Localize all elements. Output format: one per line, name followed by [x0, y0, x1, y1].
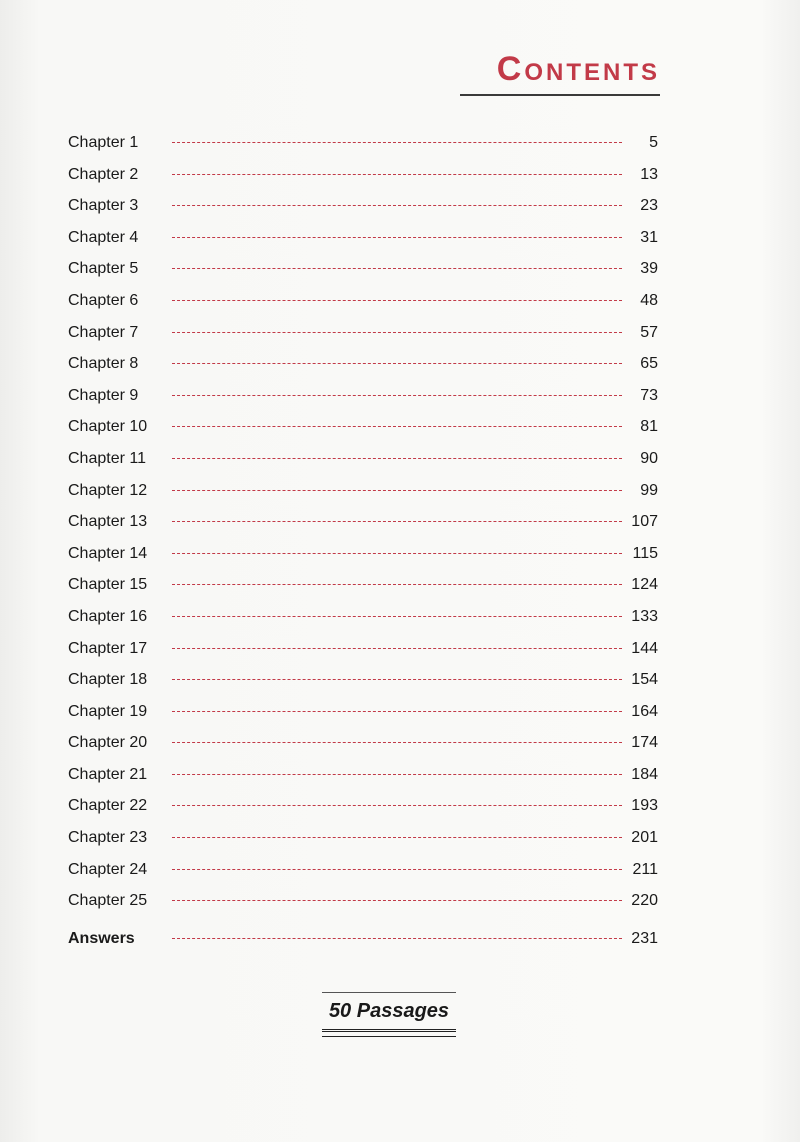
toc-entry-page: 81: [640, 418, 658, 436]
toc-entry-label: Chapter 14: [68, 544, 148, 562]
toc-entry-page: 23: [640, 197, 658, 215]
dotted-leader: [172, 395, 622, 396]
dotted-leader: [172, 837, 622, 838]
toc-entry-page: 164: [631, 702, 658, 720]
toc-entry-page: 144: [631, 639, 658, 657]
dotted-leader: [172, 742, 622, 743]
toc-entry-page: 201: [631, 829, 658, 847]
toc-entry-page: 124: [631, 576, 658, 594]
toc-entry-page: 65: [640, 355, 658, 373]
toc-entry-label: Chapter 12: [68, 481, 148, 499]
toc-entry-page: 57: [640, 323, 658, 341]
toc-entry-page: 193: [631, 797, 658, 815]
dotted-leader: [172, 805, 622, 806]
toc-entry-label: Chapter 18: [68, 671, 148, 689]
dotted-leader: [172, 774, 622, 775]
toc-entry[interactable]: [68, 229, 658, 261]
toc-entry[interactable]: [68, 482, 658, 514]
toc-entry[interactable]: [68, 134, 658, 166]
dotted-leader: [172, 205, 622, 206]
toc-entry-page: 31: [640, 228, 658, 246]
toc-entry-page: 73: [640, 386, 658, 404]
toc-entry-label: Chapter 25: [68, 892, 148, 910]
toc-entry[interactable]: [68, 166, 658, 198]
toc-entry-page: 48: [640, 291, 658, 309]
toc-entry-page: 107: [631, 513, 658, 531]
toc-entry-label: Chapter 9: [68, 386, 139, 404]
dotted-leader: [172, 679, 622, 680]
dotted-leader: [172, 426, 622, 427]
toc-entry-label: Chapter 2: [68, 165, 139, 183]
toc-entry[interactable]: [68, 355, 658, 387]
dotted-leader: [172, 332, 622, 333]
toc-entry-label: Chapter 13: [68, 513, 148, 531]
dotted-leader: [172, 174, 622, 175]
toc-entry-label: Chapter 17: [68, 639, 148, 657]
table-of-contents: [68, 134, 658, 961]
toc-entry-label: Chapter 16: [68, 607, 148, 625]
toc-entry[interactable]: [68, 387, 658, 419]
toc-entry-page: 115: [632, 544, 658, 562]
dotted-leader: [172, 711, 622, 712]
dotted-leader: [172, 616, 622, 617]
toc-entry[interactable]: [68, 450, 658, 482]
toc-entry[interactable]: [68, 892, 658, 924]
toc-entry-label: Chapter 11: [68, 449, 146, 467]
toc-entry[interactable]: [68, 324, 658, 356]
toc-entry[interactable]: [68, 640, 658, 672]
dotted-leader: [172, 458, 622, 459]
title-block: [497, 52, 660, 86]
toc-entry[interactable]: [68, 703, 658, 735]
footer-block: [322, 992, 456, 1037]
toc-entry[interactable]: [68, 576, 658, 608]
dotted-leader: [172, 142, 622, 143]
toc-entry-page: 174: [631, 734, 658, 752]
dotted-leader: [172, 584, 622, 585]
toc-entry-label: Chapter 19: [68, 702, 148, 720]
footer-title: 50 Passages: [328, 1000, 450, 1022]
toc-entry-page: 184: [631, 765, 658, 783]
toc-entry-label: Chapter 5: [68, 260, 139, 278]
toc-entry-label: Answers: [68, 929, 135, 947]
toc-entry[interactable]: [68, 608, 658, 640]
toc-entry[interactable]: [68, 797, 658, 829]
dotted-leader: [172, 237, 622, 238]
toc-entry-page: 99: [640, 481, 658, 499]
toc-entry-label: Chapter 8: [68, 355, 139, 373]
toc-entry-label: Chapter 24: [68, 860, 148, 878]
toc-entry-page: 13: [640, 165, 658, 183]
toc-entry-label: Chapter 10: [68, 418, 148, 436]
toc-entry[interactable]: [68, 418, 658, 450]
dotted-leader: [172, 363, 622, 364]
toc-entry[interactable]: [68, 766, 658, 798]
toc-entry[interactable]: [68, 292, 658, 324]
toc-entry-label: Chapter 7: [68, 323, 139, 341]
toc-entry[interactable]: [68, 829, 658, 861]
toc-entry-answers[interactable]: [68, 930, 658, 962]
dotted-leader: [172, 938, 622, 939]
title-underline: [460, 94, 660, 96]
toc-entry[interactable]: [68, 545, 658, 577]
toc-entry-label: Chapter 20: [68, 734, 148, 752]
toc-entry-label: Chapter 6: [68, 291, 139, 309]
toc-entry[interactable]: [68, 734, 658, 766]
toc-entry-page: 5: [649, 134, 658, 151]
dotted-leader: [172, 869, 622, 870]
toc-entry[interactable]: [68, 260, 658, 292]
toc-entry-page: 39: [640, 260, 658, 278]
dotted-leader: [172, 553, 622, 554]
toc-entry[interactable]: [68, 671, 658, 703]
toc-entry-label: Chapter 4: [68, 228, 139, 246]
toc-entry-page: 90: [640, 449, 658, 467]
dotted-leader: [172, 300, 622, 301]
page-title: Contents: [496, 50, 660, 88]
dotted-leader: [172, 648, 622, 649]
toc-entry-label: Chapter 3: [68, 197, 139, 215]
toc-entry-label: Chapter 1: [68, 134, 139, 151]
footer-rule-top: [322, 992, 456, 993]
toc-entry[interactable]: [68, 197, 658, 229]
toc-entry-page: 133: [631, 607, 658, 625]
dotted-leader: [172, 490, 622, 491]
toc-entry-label: Chapter 21: [68, 765, 148, 783]
toc-entry-label: Chapter 23: [68, 829, 148, 847]
toc-entry-page: 220: [631, 892, 658, 910]
footer-rule-bottom: [322, 1029, 456, 1037]
toc-entry-page: 154: [631, 671, 658, 689]
toc-entry-label: Chapter 22: [68, 797, 148, 815]
dotted-leader: [172, 268, 622, 269]
toc-entry-label: Chapter 15: [68, 576, 148, 594]
toc-entry-page: 231: [631, 929, 658, 947]
toc-entry-page: 211: [632, 860, 658, 878]
toc-entry[interactable]: [68, 861, 658, 893]
toc-entry[interactable]: [68, 513, 658, 545]
dotted-leader: [172, 900, 622, 901]
dotted-leader: [172, 521, 622, 522]
